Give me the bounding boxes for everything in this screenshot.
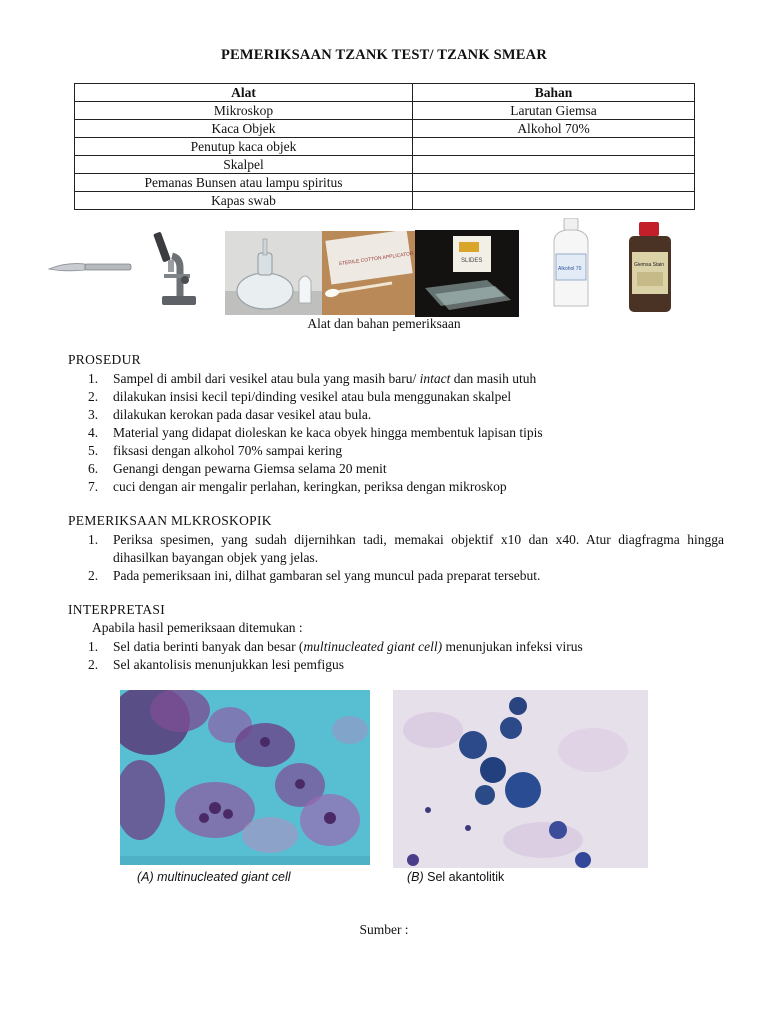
list-item xyxy=(68,531,724,567)
interpretasi-steps xyxy=(68,638,728,674)
table-row xyxy=(75,156,695,174)
cotton-swab-image xyxy=(322,231,415,315)
step-text: Sampel di ambil dari vesikel atau bula yang masih baru/ xyxy=(113,371,420,386)
table-cell: Pemanas Bunsen atau lampu spiritus xyxy=(75,174,413,192)
step-number: 7. xyxy=(88,479,99,494)
step-number: 2. xyxy=(88,568,99,583)
spirit-lamp-image xyxy=(225,231,322,315)
step-text: dan masih utuh xyxy=(450,371,537,386)
step-number: 1. xyxy=(88,639,99,654)
cotton-swab-label: STERILE COTTON APPLICATOR xyxy=(338,250,414,268)
step-number: 1. xyxy=(88,532,99,547)
step-text: Pada pemeriksaan ini, dilhat gambaran sel yang muncul pada preparat tersebut. xyxy=(113,568,541,583)
list-item xyxy=(68,656,728,674)
prosedur-steps xyxy=(68,370,728,496)
microscope-image xyxy=(150,228,202,308)
mikroskopik-heading: PEMERIKSAAN MLKROSKOPIK xyxy=(68,513,272,528)
step-text: Periksa spesimen, yang sudah dijernihkan tadi, memakai objektif x10 dan x40. Atur diagfragma hingga dihasilkan bayangan objek yang jelas. xyxy=(113,532,724,565)
table-cell: Kapas swab xyxy=(75,192,413,210)
slides-box-label: SLIDES xyxy=(461,258,483,264)
glass-slides-image xyxy=(415,230,519,317)
step-number: 5. xyxy=(88,443,99,458)
list-item xyxy=(68,388,728,406)
photos-caption: Alat dan bahan pemeriksaan xyxy=(307,316,461,331)
micrograph-b-text: Sel akantolitik xyxy=(423,870,505,884)
giemsa-bottle-label: Giemsa Stain xyxy=(634,262,665,268)
step-number: 4. xyxy=(88,425,99,440)
list-item xyxy=(68,424,728,442)
giant-cell-micrograph xyxy=(120,690,370,865)
step-text: Sel akantolisis menunjukkan lesi pemfigus xyxy=(113,657,344,672)
table-cell xyxy=(413,156,695,174)
mikroskopik-steps xyxy=(68,531,724,585)
step-text-emphasis: multinucleated giant cell) xyxy=(303,639,443,654)
table-cell: Kaca Objek xyxy=(75,120,413,138)
step-text: Genangi dengan pewarna Giemsa selama 20 menit xyxy=(113,461,387,476)
alcohol-bottle-image xyxy=(548,218,594,310)
step-text: Sel datia berinti banyak dan besar ( xyxy=(113,639,304,654)
table-row xyxy=(75,138,695,156)
tools-materials-table xyxy=(74,83,695,210)
step-text: cuci dengan air mengalir perlahan, keringkan, periksa dengan mikroskop xyxy=(113,479,507,494)
step-text: dilakukan insisi kecil tepi/dinding vesikel atau bula menggunakan skalpel xyxy=(113,389,512,404)
step-number: 1. xyxy=(88,371,99,386)
step-text-emphasis: intact xyxy=(419,371,451,386)
micrograph-b-label: (B) xyxy=(407,870,424,884)
list-item xyxy=(68,567,724,585)
step-text: menunjukan infeksi virus xyxy=(442,639,583,654)
step-number: 2. xyxy=(88,389,99,404)
giemsa-stain-bottle-image xyxy=(625,222,675,314)
alcohol-bottle-label: Alkohol 70 xyxy=(558,266,582,272)
step-text: dilakukan kerokan pada dasar vesikel atau bula. xyxy=(113,407,372,422)
interpretasi-heading: INTERPRETASI xyxy=(68,602,166,617)
header-bahan: Bahan xyxy=(413,84,695,102)
step-text: Material yang didapat dioleskan ke kaca obyek hingga membentuk lapisan tipis xyxy=(113,425,543,440)
table-cell: Mikroskop xyxy=(75,102,413,120)
table-cell: Alkohol 70% xyxy=(413,120,695,138)
table-cell xyxy=(413,138,695,156)
table-row xyxy=(75,192,695,210)
table-cell: Skalpel xyxy=(75,156,413,174)
table-cell xyxy=(413,174,695,192)
step-number: 3. xyxy=(88,407,99,422)
micrograph-a-caption xyxy=(137,870,291,884)
table-cell: Penutup kaca objek xyxy=(75,138,413,156)
micrograph-a-label: (A) multinucleated giant cell xyxy=(137,870,291,884)
table-cell: Larutan Giemsa xyxy=(413,102,695,120)
table-row xyxy=(75,102,695,120)
list-item xyxy=(68,370,728,388)
list-item xyxy=(68,442,728,460)
list-item xyxy=(68,638,728,656)
table-cell xyxy=(413,192,695,210)
table-header-row xyxy=(75,84,695,102)
micrograph-b-caption xyxy=(407,870,504,884)
table-row xyxy=(75,120,695,138)
list-item xyxy=(68,460,728,478)
page-title: PEMERIKSAAN TZANK TEST/ TZANK SMEAR xyxy=(220,47,548,63)
list-item xyxy=(68,406,728,424)
header-alat: Alat xyxy=(75,84,413,102)
acantholytic-cell-micrograph xyxy=(393,690,648,868)
scalpel-image xyxy=(45,245,135,290)
source-label: Sumber : xyxy=(359,922,409,937)
list-item xyxy=(68,478,728,496)
step-number: 6. xyxy=(88,461,99,476)
prosedur-heading: PROSEDUR xyxy=(68,352,141,367)
interpretasi-intro: Apabila hasil pemeriksaan ditemukan : xyxy=(92,620,303,635)
step-number: 2. xyxy=(88,657,99,672)
table-row xyxy=(75,174,695,192)
step-text: fiksasi dengan alkohol 70% sampai kering xyxy=(113,443,343,458)
